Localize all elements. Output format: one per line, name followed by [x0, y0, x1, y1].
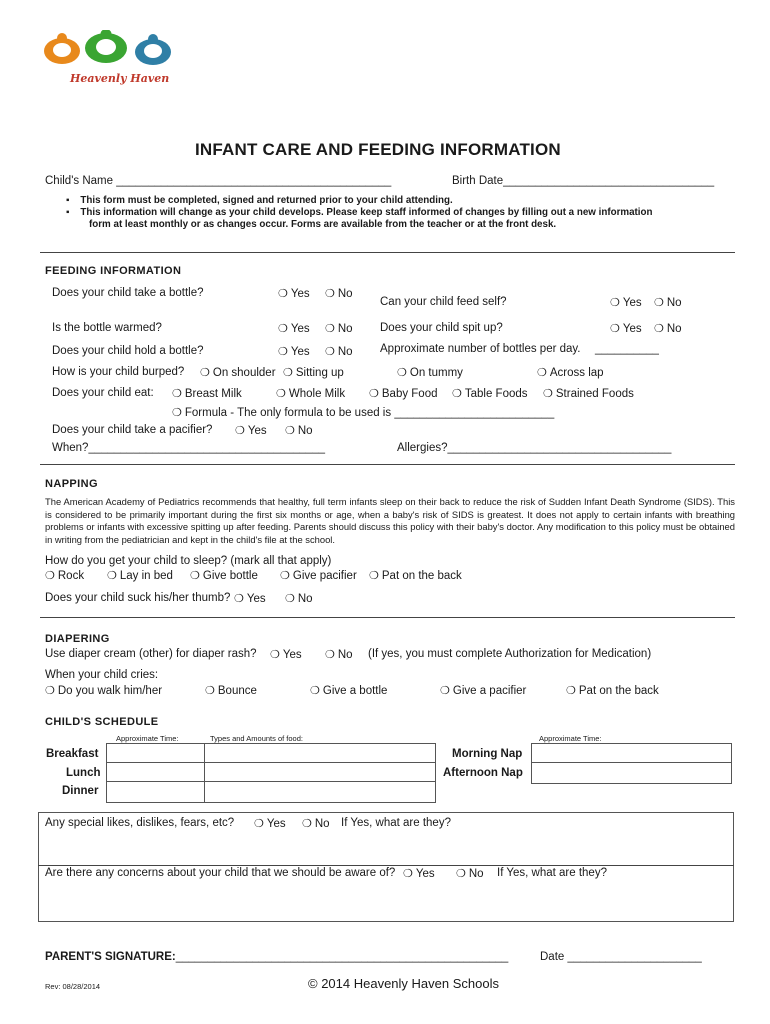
- q-concerns-yes[interactable]: ❍ Yes: [403, 868, 435, 880]
- diapering-head: DIAPERING: [45, 633, 110, 645]
- eat-strained-foods[interactable]: ❍ Strained Foods: [543, 388, 634, 400]
- cry-bounce[interactable]: ❍ Bounce: [205, 685, 257, 697]
- q-pacifier: Does your child take a pacifier?: [52, 424, 213, 436]
- dinner-food-cell[interactable]: [204, 781, 436, 803]
- sleep-pat-on-back[interactable]: ❍ Pat on the back: [369, 570, 462, 582]
- cry-pat-on-back[interactable]: ❍ Pat on the back: [566, 685, 659, 697]
- logo-text: Heavenly Haven: [70, 72, 170, 85]
- heavenly-haven-logo: [40, 30, 190, 90]
- q-likes-if-yes: If Yes, what are they?: [341, 817, 451, 829]
- copyright: © 2014 Heavenly Haven Schools: [308, 976, 499, 991]
- q-bottle: Does your child take a bottle?: [52, 287, 204, 299]
- q-concerns: Are there any concerns about your child that we should be aware of?: [45, 867, 396, 879]
- bottles-per-day-field[interactable]: __________: [595, 343, 659, 355]
- approx-time-right-label: Approximate Time:: [539, 734, 602, 743]
- q-warmed: Is the bottle warmed?: [52, 322, 162, 334]
- divider: [38, 865, 734, 866]
- schedule-head: CHILD'S SCHEDULE: [45, 716, 159, 728]
- q-warmed-yes[interactable]: ❍ Yes: [278, 323, 310, 335]
- q-bottles-per-day: Approximate number of bottles per day.: [380, 343, 581, 355]
- breakfast-food-cell[interactable]: [204, 743, 436, 763]
- revision-date: Rev: 08/28/2014: [45, 982, 101, 991]
- q-sleep: How do you get your child to sleep? (mark all that apply): [45, 555, 332, 567]
- sleep-rock[interactable]: ❍ Rock: [45, 570, 85, 582]
- row-morning-nap: Morning Nap: [452, 748, 523, 760]
- q-cries: When your child cries:: [45, 669, 159, 681]
- q-feed-self-no[interactable]: ❍ No: [654, 297, 682, 309]
- q-spit-up-yes[interactable]: ❍ Yes: [610, 323, 642, 335]
- q-spit-up: Does your child spit up?: [380, 322, 503, 334]
- lunch-food-cell[interactable]: [204, 762, 436, 782]
- q-burped: How is your child burped?: [52, 366, 185, 378]
- bullet-1: ▪ This form must be completed, signed and returned prior to your child attending.: [66, 195, 453, 206]
- sleep-lay-in-bed[interactable]: ❍ Lay in bed: [107, 570, 173, 582]
- q-eat: Does your child eat:: [52, 387, 154, 399]
- q-concerns-if-yes: If Yes, what are they?: [497, 867, 607, 879]
- q-hold-no[interactable]: ❍ No: [325, 346, 353, 358]
- formula-option[interactable]: ❍ Formula - The only formula to be used is _________________________: [172, 407, 555, 419]
- approx-time-label: Approximate Time:: [116, 734, 179, 743]
- eat-baby-food[interactable]: ❍ Baby Food: [369, 388, 438, 400]
- childs-name-label: Child's Name ___________________________________________: [45, 175, 392, 187]
- q-likes-no[interactable]: ❍ No: [302, 818, 330, 830]
- divider: [40, 252, 735, 253]
- date-field[interactable]: Date _____________________: [540, 951, 702, 963]
- q-thumb: Does your child suck his/her thumb?: [45, 592, 231, 604]
- q-spit-up-no[interactable]: ❍ No: [654, 323, 682, 335]
- q-likes: Any special likes, dislikes, fears, etc?: [45, 817, 235, 829]
- eat-breast-milk[interactable]: ❍ Breast Milk: [172, 388, 242, 400]
- burp-sitting-up[interactable]: ❍ Sitting up: [283, 367, 344, 379]
- page-title: INFANT CARE AND FEEDING INFORMATION: [195, 140, 561, 159]
- q-cream-yes[interactable]: ❍ Yes: [270, 649, 302, 661]
- breakfast-time-cell[interactable]: [106, 743, 205, 763]
- cry-give-pacifier[interactable]: ❍ Give a pacifier: [440, 685, 527, 697]
- birth-date-label: Birth Date_________________________________: [452, 175, 715, 187]
- napping-head: NAPPING: [45, 478, 98, 490]
- sleep-give-bottle[interactable]: ❍ Give bottle: [190, 570, 258, 582]
- sleep-give-pacifier[interactable]: ❍ Give pacifier: [280, 570, 357, 582]
- bullet-2: ▪ This information will change as your child develops. Please keep staff informed of changes by filling out a new information: [66, 207, 653, 218]
- feeding-head: FEEDING INFORMATION: [45, 265, 182, 277]
- cry-give-bottle[interactable]: ❍ Give a bottle: [310, 685, 388, 697]
- burp-across-lap[interactable]: ❍ Across lap: [537, 367, 604, 379]
- q-bottle-no[interactable]: ❍ No: [325, 288, 353, 300]
- when-field[interactable]: When?_____________________________________: [52, 442, 326, 454]
- q-hold-yes[interactable]: ❍ Yes: [278, 346, 310, 358]
- q-feed-self: Can your child feed self?: [380, 296, 507, 308]
- cry-walk[interactable]: ❍ Do you walk him/her: [45, 685, 163, 697]
- q-pacifier-yes[interactable]: ❍ Yes: [235, 425, 267, 437]
- burp-on-shoulder[interactable]: ❍ On shoulder: [200, 367, 276, 379]
- dinner-time-cell[interactable]: [106, 781, 205, 803]
- q-warmed-no[interactable]: ❍ No: [325, 323, 353, 335]
- q-likes-yes[interactable]: ❍ Yes: [254, 818, 286, 830]
- afternoon-nap-time-cell[interactable]: [531, 762, 732, 784]
- row-dinner: Dinner: [62, 785, 99, 797]
- divider: [40, 617, 735, 618]
- divider: [40, 464, 735, 465]
- eat-whole-milk[interactable]: ❍ Whole Milk: [276, 388, 346, 400]
- q-concerns-no[interactable]: ❍ No: [456, 868, 484, 880]
- allergies-field[interactable]: Allergies?___________________________________: [397, 442, 672, 454]
- row-lunch: Lunch: [66, 767, 101, 779]
- q-pacifier-no[interactable]: ❍ No: [285, 425, 313, 437]
- row-afternoon-nap: Afternoon Nap: [443, 767, 523, 779]
- cream-note: (If yes, you must complete Authorization for Medication): [368, 648, 652, 660]
- q-cream: Use diaper cream (other) for diaper rash?: [45, 648, 257, 660]
- row-breakfast: Breakfast: [46, 748, 99, 760]
- q-bottle-yes[interactable]: ❍ Yes: [278, 288, 310, 300]
- types-amounts-label: Types and Amounts of food:: [210, 734, 303, 743]
- eat-table-foods[interactable]: ❍ Table Foods: [452, 388, 528, 400]
- lunch-time-cell[interactable]: [106, 762, 205, 782]
- morning-nap-time-cell[interactable]: [531, 743, 732, 763]
- q-thumb-no[interactable]: ❍ No: [285, 593, 313, 605]
- bullet-2-cont: form at least monthly or as changes occur. Forms are available from the teacher or at the front desk.: [89, 219, 557, 230]
- q-cream-no[interactable]: ❍ No: [325, 649, 353, 661]
- sids-paragraph: The American Academy of Pediatrics recommends that healthy, full term infants sleep on their back to reduce the risk of Sudden Infant Death Syndrome (SIDS). This is considered to be primarily important during the first six months or age, when a baby's risk of SIDS is greatest. It does not apply to certain infants with breathing problems or infants with excessive spitting up after feeding. Parents should discuss this policy with their baby's doctor. Any modification to this policy must be obtained in writing from the pediatrician and kept in the child's file at the school.: [45, 496, 735, 545]
- burp-on-tummy[interactable]: ❍ On tummy: [397, 367, 463, 379]
- q-hold: Does your child hold a bottle?: [52, 345, 204, 357]
- q-feed-self-yes[interactable]: ❍ Yes: [610, 297, 642, 309]
- q-thumb-yes[interactable]: ❍ Yes: [234, 593, 266, 605]
- signature-field[interactable]: PARENT'S SIGNATURE:____________________________________________________: [45, 951, 509, 963]
